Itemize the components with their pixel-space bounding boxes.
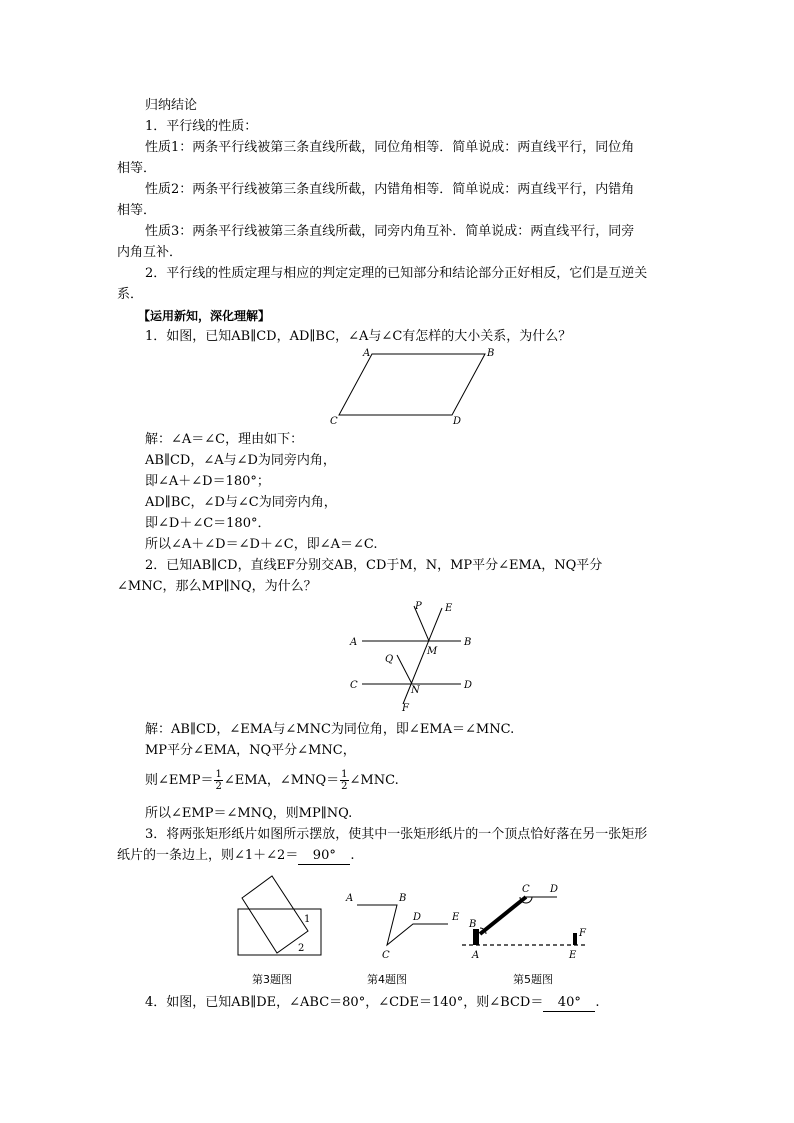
fig4-label-e: E (452, 912, 460, 923)
property-3-line-1: 性质3：两条平行线被第三条直线所截，同旁内角互补．简单说成：两直线平行，同旁 (145, 224, 635, 239)
fig5-label-f: F (579, 928, 586, 939)
q4-answer: 40° (543, 995, 595, 1012)
q2-label-p: P (415, 601, 422, 612)
property-2-line-1: 性质2：两条平行线被第三条直线所截，内错角相等．简单说成：两直线平行，内错角 (145, 182, 635, 197)
fig5-post-b (473, 929, 479, 945)
q1-solution-line-1: 解：∠A＝∠C，理由如下： (145, 432, 304, 447)
summary-item-1: 1．平行线的性质： (145, 119, 258, 134)
q2-label-m: M (427, 646, 438, 657)
parallelogram-abcd (339, 354, 485, 415)
q3-question-line-2-text: 纸片的一条边上，则∠1＋∠2＝ (117, 848, 299, 863)
fraction-denominator: 2 (341, 781, 348, 792)
q2-solution-line-2: MP平分∠EMA，NQ平分∠MNC， (145, 743, 356, 758)
fig5-label-c: C (522, 884, 530, 895)
q2-solution-line-3-part-b: ∠EMA，∠MNQ＝ (223, 773, 340, 788)
q2-question-line-1: 2．已知AB∥CD，直线EF分别交AB，CD于M，N，MP平分∠EMA，NQ平分 (145, 558, 603, 573)
q1-label-b: B (487, 348, 495, 359)
property-1-line-1: 性质1：两条平行线被第三条直线所截，同位角相等．简单说成：两直线平行，同位角 (145, 140, 635, 155)
q2-label-a: A (350, 637, 358, 648)
property-2-line-2: 相等． (117, 203, 157, 218)
q1-solution-line-2: AB∥CD，∠A与∠D为同旁内角， (145, 453, 336, 468)
fig5-label-b: B (469, 919, 477, 930)
section-heading: 【运用新知，深化理解】 (138, 309, 271, 323)
q1-label-c: C (330, 416, 338, 427)
q4-question-text: 4．如图，已知AB∥DE，∠ABC＝80°，∠CDE＝140°，则∠BCD＝ (145, 995, 544, 1010)
fraction-denominator: 2 (215, 781, 222, 792)
fig4-label-d: D (413, 912, 422, 923)
ray-nq (397, 655, 412, 684)
fig3-tilted-rectangle (242, 876, 311, 953)
fig4-label-b: B (399, 893, 407, 904)
q1-solution-line-4: AD∥BC，∠D与∠C为同旁内角， (145, 495, 337, 510)
fraction-numerator: 1 (215, 769, 222, 780)
fig5-label-a: A (472, 950, 480, 961)
q2-label-c: C (350, 680, 358, 691)
fig3-caption: 第3题图 (252, 973, 292, 986)
summary-item-2-line-1: 2．平行线的性质定理与相应的判定定理的已知部分和结论部分正好相反，它们是互逆关 (145, 266, 648, 281)
q3-question-line-2 (117, 846, 354, 866)
q2-solution-line-3 (145, 768, 399, 794)
fig5-post-f (573, 933, 577, 945)
q2-label-d: D (464, 680, 473, 691)
fig4-polyline (357, 905, 448, 945)
q2-label-n: N (411, 685, 420, 696)
q1-parallelogram-figure (330, 342, 500, 427)
q4-question-end: . (595, 995, 600, 1010)
q1-solution-line-6: 所以∠A＋∠D＝∠D＋∠C，即∠A＝∠C. (145, 537, 378, 552)
q2-transversal-figure (345, 598, 480, 713)
fig4-caption: 第4题图 (367, 973, 407, 986)
property-3-line-2: 内角互补． (117, 245, 183, 260)
fig5-bar-bc (480, 897, 526, 934)
q1-solution-line-3: 即∠A＋∠D＝180°； (145, 474, 270, 489)
q3-question-line-1: 3．将两张矩形纸片如图所示摆放，使其中一张矩形纸片的一个顶点恰好落在另一张矩形 (145, 827, 648, 842)
fig3-angle-2-label: 2 (298, 943, 305, 954)
q3-answer: 90° (298, 848, 350, 865)
q1-solution-line-5: 即∠D＋∠C＝180°． (145, 516, 271, 531)
summary-item-2-line-2: 系． (117, 287, 144, 302)
fig4-label-a: A (346, 893, 354, 904)
fig5-label-e: E (569, 950, 577, 961)
q2-label-b: B (464, 637, 472, 648)
q1-label-d: D (453, 416, 462, 427)
summary-title: 归纳结论 (145, 98, 198, 113)
q2-solution-line-3-part-a: 则∠EMP＝ (145, 773, 214, 788)
fig5-label-d: D (550, 884, 559, 895)
q4-question (145, 993, 599, 1013)
fig4-label-c: C (382, 950, 390, 961)
q2-label-e: E (445, 603, 453, 614)
q2-solution-line-4: 所以∠EMP＝∠MNQ，则MP∥NQ. (145, 806, 353, 821)
figures-row (230, 868, 600, 993)
fig5-caption: 第5题图 (513, 973, 553, 986)
q1-label-a: A (363, 348, 371, 359)
fraction-numerator: 1 (341, 769, 348, 780)
q2-label-f: F (402, 703, 409, 713)
half-fraction-1 (214, 769, 222, 792)
q2-question-line-2: ∠MNC，那么MP∥NQ，为什么？ (117, 579, 317, 594)
q2-solution-line-3-part-c: ∠MNC. (349, 773, 399, 788)
half-fraction-2 (340, 769, 348, 792)
fig3-angle-1-label: 1 (304, 914, 311, 925)
q2-solution-line-1: 解：AB∥CD，∠EMA与∠MNC为同位角，即∠EMA＝∠MNC. (145, 722, 515, 737)
property-1-line-2: 相等． (117, 161, 157, 176)
q2-label-q: Q (385, 654, 394, 665)
q3-question-line-2-end: . (350, 848, 355, 863)
q1-question: 1．如图，已知AB∥CD，AD∥BC，∠A与∠C有怎样的大小关系，为什么？ (145, 329, 572, 344)
